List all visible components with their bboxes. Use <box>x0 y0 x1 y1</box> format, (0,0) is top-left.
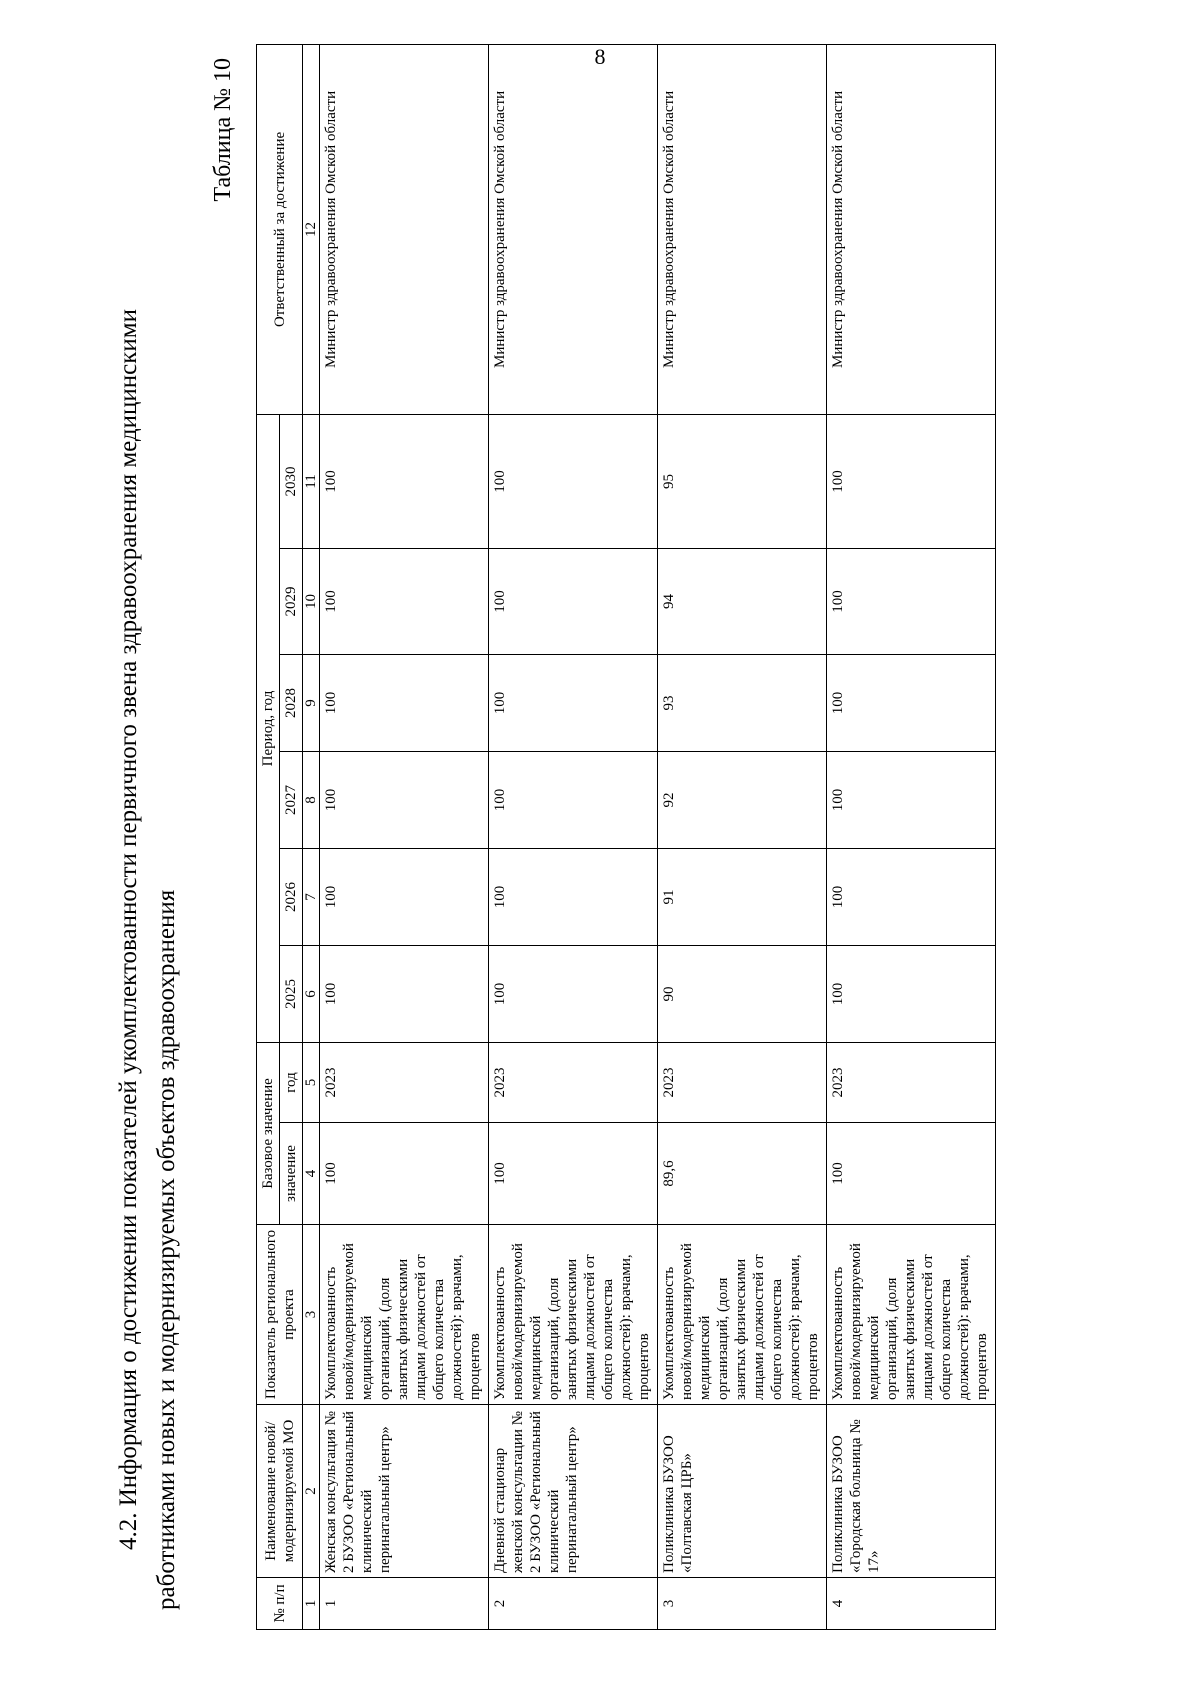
landscape-page <box>0 30 1200 1670</box>
header-period-group: Период, год <box>257 414 280 1042</box>
row-base-value: 100 <box>827 1123 996 1225</box>
column-number: 10 <box>303 548 320 654</box>
heading-line-1: 4.2. Информация о достижении показателей укомплектованности первичного звена здравоохранения медицинскими <box>115 309 142 1550</box>
header-responsible: Ответственный за достижение <box>257 44 303 414</box>
header-base-group: Базовое значение <box>257 1042 280 1224</box>
header-base-value: значение <box>280 1123 303 1225</box>
heading-line-2: работниками новых и модернизируемых объектов здравоохранения <box>153 889 180 1610</box>
row-value-2028: 100 <box>827 654 996 751</box>
row-value-2028: 100 <box>320 654 489 751</box>
header-year-2028: 2028 <box>280 654 303 751</box>
row-num: 2 <box>489 1578 658 1630</box>
column-number: 4 <box>303 1123 320 1225</box>
row-indicator: Укомплектованность новой/модернизируемой медицинской организаций, (доля занятых физическими лицами должностей от общего количества должностей): врачами, процентов <box>658 1225 827 1405</box>
row-base-value: 89,6 <box>658 1123 827 1225</box>
row-value-2026: 100 <box>489 848 658 945</box>
row-indicator: Укомплектованность новой/модернизируемой медицинской организаций, (доля занятых физическими лицами должностей от общего количества должностей): врачами, процентов <box>827 1225 996 1405</box>
row-value-2026: 91 <box>658 848 827 945</box>
row-base-year: 2023 <box>489 1042 658 1122</box>
row-value-2026: 100 <box>827 848 996 945</box>
header-indicator: Показатель регионального проекта <box>257 1225 303 1405</box>
header-year-2025: 2025 <box>280 945 303 1042</box>
row-value-2030: 100 <box>827 414 996 548</box>
row-value-2030: 100 <box>489 414 658 548</box>
column-number: 12 <box>303 44 320 414</box>
row-facility-name: Поликлиника БУЗОО «Полтавская ЦРБ» <box>658 1405 827 1578</box>
column-number: 6 <box>303 945 320 1042</box>
header-row-top <box>257 44 280 1629</box>
row-base-value: 100 <box>320 1123 489 1225</box>
column-number: 5 <box>303 1042 320 1122</box>
row-responsible: Министр здравоохранения Омской области <box>658 44 827 414</box>
column-number: 8 <box>303 751 320 848</box>
page-number: 8 <box>594 44 606 69</box>
header-year-2030: 2030 <box>280 414 303 548</box>
row-value-2025: 90 <box>658 945 827 1042</box>
header-year-2026: 2026 <box>280 848 303 945</box>
column-number: 3 <box>303 1225 320 1405</box>
table-row <box>658 44 827 1629</box>
row-indicator: Укомплектованность новой/модернизируемой медицинской организаций, (доля занятых физическими лицами должностей от общего количества должностей): врачами, процентов <box>320 1225 489 1405</box>
row-value-2029: 100 <box>320 548 489 654</box>
column-number: 7 <box>303 848 320 945</box>
row-facility-name: Поликлиника БУЗОО «Городская больница № 17» <box>827 1405 996 1578</box>
row-base-value: 100 <box>489 1123 658 1225</box>
row-num: 3 <box>658 1578 827 1630</box>
header-name: Наименование новой/модернизируемой МО <box>257 1405 303 1578</box>
row-value-2025: 100 <box>320 945 489 1042</box>
section-heading <box>110 50 186 1610</box>
row-value-2027: 92 <box>658 751 827 848</box>
row-value-2028: 100 <box>489 654 658 751</box>
staffing-indicators-table <box>256 44 996 1630</box>
row-facility-name: Женская консультация № 2 БУЗОО «Региональный клинический перинатальный центр» <box>320 1405 489 1578</box>
row-value-2030: 95 <box>658 414 827 548</box>
row-num: 4 <box>827 1578 996 1630</box>
header-num: № п/п <box>257 1578 303 1630</box>
column-number: 11 <box>303 414 320 548</box>
row-responsible: Министр здравоохранения Омской области <box>320 44 489 414</box>
table-row <box>320 44 489 1629</box>
header-base-year: год <box>280 1042 303 1122</box>
row-facility-name: Дневной стационар женской консультации № 2 БУЗОО «Региональный клинический перинатальный центр» <box>489 1405 658 1578</box>
row-base-year: 2023 <box>320 1042 489 1122</box>
row-indicator: Укомплектованность новой/модернизируемой медицинской организаций, (доля занятых физическими лицами должностей от общего количества должностей): врачами, процентов <box>489 1225 658 1405</box>
table-title: Таблица № 10 <box>210 58 236 202</box>
column-number: 1 <box>303 1578 320 1630</box>
row-value-2027: 100 <box>489 751 658 848</box>
row-value-2027: 100 <box>320 751 489 848</box>
header-year-2027: 2027 <box>280 751 303 848</box>
column-number-row <box>303 44 320 1629</box>
row-base-year: 2023 <box>827 1042 996 1122</box>
row-value-2025: 100 <box>827 945 996 1042</box>
row-value-2025: 100 <box>489 945 658 1042</box>
row-value-2029: 94 <box>658 548 827 654</box>
table-row <box>489 44 658 1629</box>
row-responsible: Министр здравоохранения Омской области <box>827 44 996 414</box>
header-year-2029: 2029 <box>280 548 303 654</box>
row-value-2028: 93 <box>658 654 827 751</box>
row-value-2030: 100 <box>320 414 489 548</box>
row-value-2026: 100 <box>320 848 489 945</box>
row-base-year: 2023 <box>658 1042 827 1122</box>
column-number: 2 <box>303 1405 320 1578</box>
column-number: 9 <box>303 654 320 751</box>
row-value-2027: 100 <box>827 751 996 848</box>
row-value-2029: 100 <box>827 548 996 654</box>
row-num: 1 <box>320 1578 489 1630</box>
row-value-2029: 100 <box>489 548 658 654</box>
row-responsible: Министр здравоохранения Омской области <box>489 44 658 414</box>
table-row <box>827 44 996 1629</box>
